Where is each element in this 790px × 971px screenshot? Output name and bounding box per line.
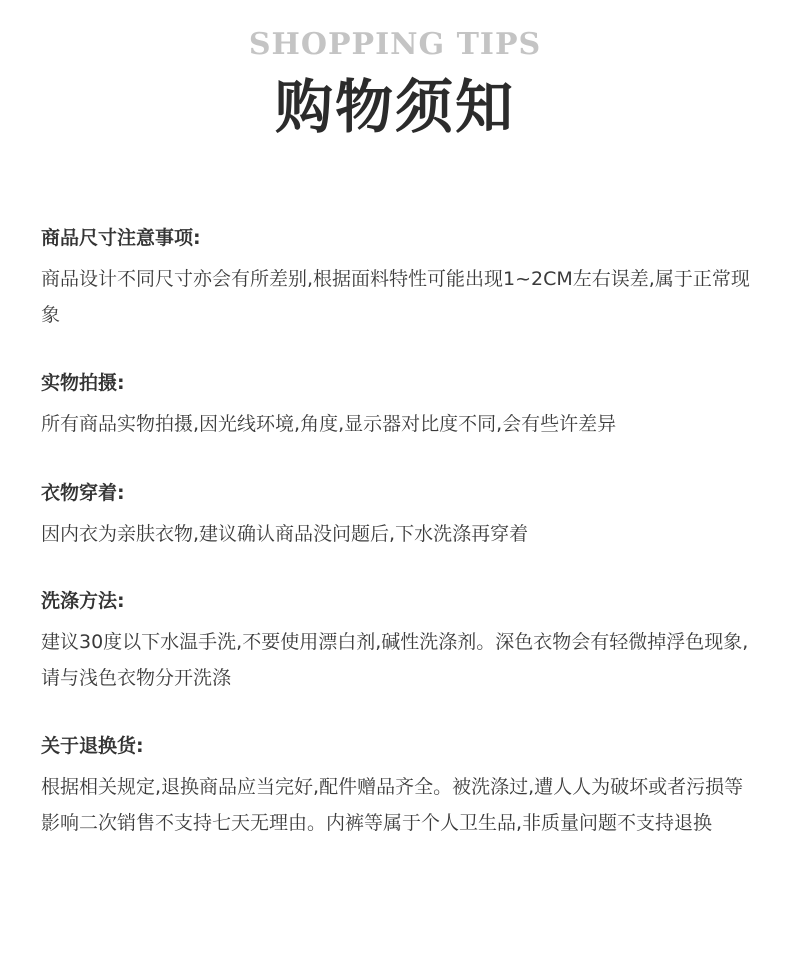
section-title: 关于退换货: — [41, 735, 144, 757]
section-wearing — [41, 480, 761, 552]
section-returns — [41, 733, 761, 841]
section-title: 商品尺寸注意事项: — [41, 227, 201, 249]
section-body: 因内衣为亲肤衣物,建议确认商品没问题后,下水洗涤再穿着 — [41, 523, 529, 545]
section-size-notice — [41, 225, 761, 333]
section-title: 实物拍摄: — [41, 372, 125, 394]
header-subtitle: SHOPPING TIPS — [248, 27, 542, 62]
section-body: 根据相关规定,退换商品应当完好,配件赠品齐全。被洗涤过,遭人人为破坏或者污损等影响二次销售不支持七天无理由。内裤等属于个人卫生品,非质量问题不支持退换 — [41, 776, 744, 834]
section-body: 建议30度以下水温手洗,不要使用漂白剂,碱性洗涤剂。深色衣物会有轻微掉浮色现象,请与浅色衣物分开洗涤 — [41, 631, 749, 689]
section-washing — [41, 588, 761, 696]
section-body: 所有商品实物拍摄,因光线环境,角度,显示器对比度不同,会有些许差异 — [41, 413, 617, 435]
section-photography — [41, 370, 761, 442]
section-body: 商品设计不同尺寸亦会有所差别,根据面料特性可能出现1~2CM左右误差,属于正常现象 — [41, 268, 750, 326]
section-title: 洗涤方法: — [41, 590, 125, 612]
section-title: 衣物穿着: — [41, 482, 125, 504]
page-title: 购物须知 — [274, 73, 515, 141]
